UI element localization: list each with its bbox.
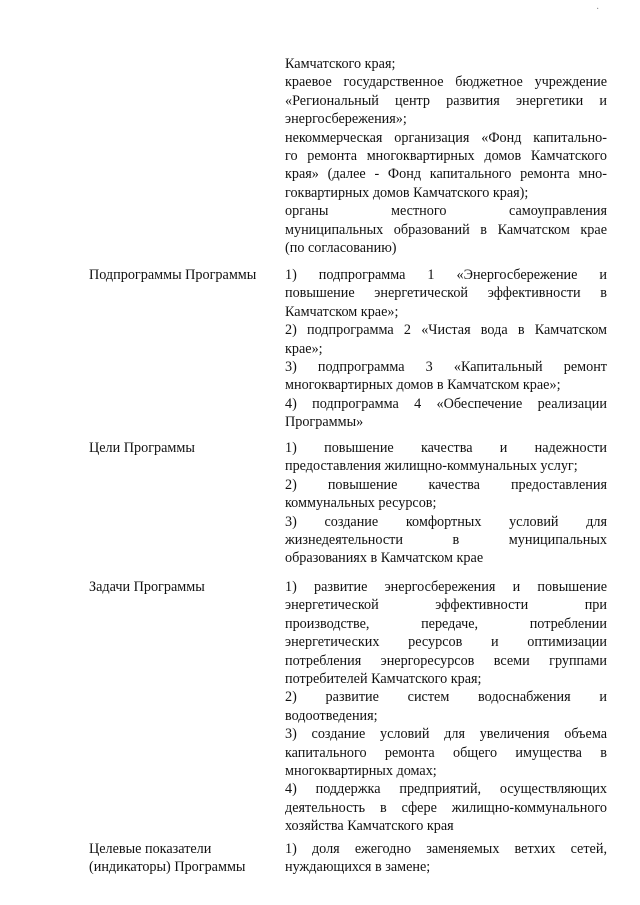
task-line: многоквартирных домах; — [285, 763, 437, 780]
goal-line: предоставления жилищно-коммунальных услуг; — [285, 458, 578, 475]
task-line: 1) развитие энергосбережения и повышение — [285, 579, 607, 595]
intro-block — [285, 55, 607, 257]
subprogram-line: повышение энергетической эффективности в — [285, 285, 607, 302]
intro-line: «Региональный центр развития энергетики и — [285, 92, 607, 109]
goal-line: коммунальных ресурсов; — [285, 495, 437, 512]
intro-line: го ремонта многоквартирных домов Камчатского — [285, 148, 607, 165]
intro-line: гоквартирных домов Камчатского края); — [285, 184, 529, 201]
subprogram-line: 4) подпрограмма 4 «Обеспечение реализации — [285, 395, 607, 412]
indicators-label-line: Целевые показатели — [89, 841, 212, 857]
task-line: 3) создание условий для увеличения объема — [285, 726, 607, 743]
task-line: хозяйства Камчатского края — [285, 818, 454, 835]
task-line: энергетической эффективности при — [285, 597, 607, 614]
section-content-goals — [285, 439, 607, 568]
indicator-line: 1) доля ежегодно заменяемых ветхих сетей, — [285, 841, 607, 857]
intro-line: краевое государственное бюджетное учреждение — [285, 74, 607, 91]
section-label-goals: Цели Программы — [89, 440, 195, 456]
subprogram-line: 3) подпрограмма 3 «Капитальный ремонт — [285, 359, 607, 376]
intro-line: Камчатского края; — [285, 56, 396, 72]
task-line: деятельность в сфере жилищно-коммунального — [285, 799, 607, 816]
task-line: потребителей Камчатского края; — [285, 671, 482, 688]
intro-line: энергосбережения»; — [285, 111, 407, 128]
task-line: капитального ремонта общего имущества в — [285, 744, 607, 761]
indicators-label-line: (индикаторы) Программы — [89, 859, 246, 876]
goal-line: 1) повышение качества и надежности — [285, 440, 607, 456]
subprogram-line: многоквартирных домов в Камчатском крае»; — [285, 377, 561, 394]
subprogram-line: 2) подпрограмма 2 «Чистая вода в Камчатском — [285, 322, 607, 339]
intro-line: края» (далее - Фонд капитального ремонта мно- — [285, 166, 607, 183]
intro-line: (по согласованию) — [285, 240, 397, 257]
goal-line: образованиях в Камчатском крае — [285, 550, 484, 567]
goal-line: 3) создание комфортных условий для — [285, 513, 607, 530]
task-line: потребления энергоресурсов всеми группами — [285, 652, 607, 669]
section-content-tasks — [285, 578, 607, 836]
subprogram-line: 1) подпрограмма 1 «Энергосбережение и — [285, 267, 607, 283]
intro-line: органы местного самоуправления — [285, 203, 607, 220]
task-line: 4) поддержка предприятий, осуществляющих — [285, 781, 607, 798]
goal-line: 2) повышение качества предоставления — [285, 476, 607, 493]
subprogram-line: Камчатском крае»; — [285, 303, 399, 320]
intro-line: муниципальных образований в Камчатском крае — [285, 221, 607, 238]
goal-line: жизнедеятельности в муниципальных — [285, 532, 607, 549]
task-line: 2) развитие систем водоснабжения и — [285, 689, 607, 706]
section-content-subprograms — [285, 266, 607, 432]
section-label-subprograms: Подпрограммы Программы — [89, 267, 257, 283]
section-label-indicators — [89, 840, 274, 877]
task-line: производстве, передаче, потреблении — [285, 615, 607, 632]
section-content-indicators — [285, 840, 607, 877]
section-label-tasks: Задачи Программы — [89, 579, 205, 595]
task-line: водоотведения; — [285, 707, 378, 724]
intro-line: некоммерческая организация «Фонд капитально- — [285, 129, 607, 146]
corner-mark: · — [596, 4, 600, 15]
subprogram-line: Программы» — [285, 414, 364, 431]
indicator-line: нуждающихся в замене; — [285, 859, 431, 876]
subprogram-line: крае»; — [285, 340, 323, 357]
task-line: энергетических ресурсов и оптимизации — [285, 634, 607, 651]
